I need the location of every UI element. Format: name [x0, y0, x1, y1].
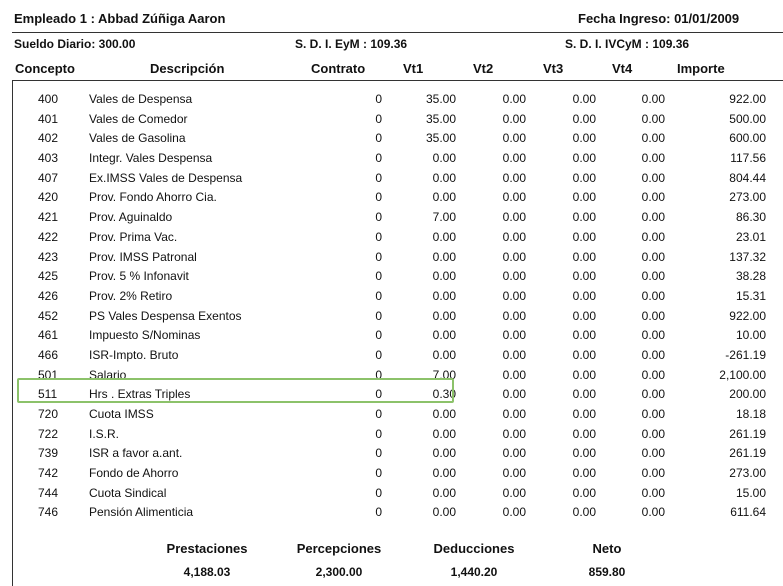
- concept-description: Prov. Fondo Ahorro Cia.: [89, 190, 217, 205]
- concept-vt2: 0.00: [502, 131, 526, 146]
- concept-description: ISR a favor a.ant.: [89, 446, 183, 461]
- col-importe: Importe: [677, 61, 725, 76]
- concept-description: Integr. Vales Despensa: [89, 151, 213, 166]
- concept-vt1: 0.00: [432, 407, 456, 421]
- concept-description: Vales de Despensa: [89, 92, 193, 106]
- concept-description: Salario: [89, 367, 127, 382]
- total-neto-label: Neto: [592, 541, 622, 556]
- concept-vt1: 0.00: [432, 446, 456, 461]
- concept-table-body: [12, 91, 783, 524]
- table-row: [12, 308, 783, 328]
- col-vt4: Vt4: [612, 61, 633, 76]
- concept-code: 501: [38, 367, 59, 382]
- concept-contrato: 0: [375, 269, 382, 284]
- concept-code: 739: [38, 446, 59, 461]
- sdi-eym: S. D. I. EyM : 109.36: [295, 37, 408, 51]
- concept-contrato: 0: [375, 170, 382, 185]
- hire-date: Fecha Ingreso: 01/01/2009: [578, 11, 740, 26]
- highlighted-row-marker: [17, 378, 454, 403]
- concept-code: 426: [38, 288, 59, 303]
- concept-vt1: 0.00: [432, 249, 456, 264]
- concept-importe: 273.00: [729, 466, 766, 481]
- concept-vt3: 0.00: [572, 466, 596, 481]
- concept-importe: 15.31: [735, 288, 766, 303]
- concept-vt2: 0.00: [502, 387, 526, 402]
- col-vt1: Vt1: [403, 61, 424, 76]
- table-row: [12, 209, 783, 229]
- concept-vt3: 0.00: [572, 170, 596, 185]
- concept-vt4: 0.00: [641, 229, 665, 244]
- concept-vt1: 0.00: [432, 190, 456, 205]
- concept-description: Prov. IMSS Patronal: [89, 249, 197, 264]
- concept-description: Pensión Alimenticia: [89, 505, 194, 520]
- concept-importe: 10.00: [735, 328, 766, 343]
- concept-vt4: 0.00: [641, 92, 665, 106]
- concept-contrato: 0: [375, 347, 382, 362]
- concept-vt4: 0.00: [641, 288, 665, 303]
- concept-contrato: 0: [375, 407, 382, 421]
- concept-vt3: 0.00: [572, 426, 596, 441]
- concept-contrato: 0: [375, 446, 382, 461]
- concept-contrato: 0: [375, 210, 382, 225]
- concept-code: 461: [38, 328, 59, 343]
- total-prestaciones-label: Prestaciones: [166, 541, 248, 556]
- concept-code: 746: [38, 505, 59, 520]
- concept-code: 403: [38, 151, 59, 166]
- concept-importe: -261.19: [725, 347, 766, 362]
- concept-vt3: 0.00: [572, 190, 596, 205]
- concept-vt1: 35.00: [425, 111, 456, 126]
- concept-contrato: 0: [375, 92, 382, 106]
- concept-vt3: 0.00: [572, 367, 596, 382]
- concept-description: Prov. 5 % Infonavit: [89, 269, 189, 284]
- total-percepciones-value: 2,300.00: [315, 565, 363, 579]
- table-row: [12, 485, 783, 505]
- sdi-ivcym: S. D. I. IVCyM : 109.36: [565, 37, 690, 51]
- concept-vt4: 0.00: [641, 131, 665, 146]
- concept-importe: 23.01: [735, 229, 766, 244]
- total-neto-value: 859.80: [588, 565, 626, 579]
- concept-code: 466: [38, 347, 59, 362]
- concept-contrato: 0: [375, 505, 382, 520]
- concept-vt2: 0.00: [502, 446, 526, 461]
- concept-code: 722: [38, 426, 59, 441]
- concept-vt4: 0.00: [641, 446, 665, 461]
- concept-importe: 38.28: [735, 269, 766, 284]
- concept-importe: 922.00: [729, 308, 766, 323]
- concept-vt3: 0.00: [572, 269, 596, 284]
- total-deducciones-label: Deducciones: [433, 541, 515, 556]
- concept-vt3: 0.00: [572, 505, 596, 520]
- concept-description: Prov. Prima Vac.: [89, 229, 178, 244]
- concept-importe: 200.00: [729, 387, 766, 402]
- concept-vt1: 7.00: [432, 210, 456, 225]
- concept-vt2: 0.00: [502, 505, 526, 520]
- concept-importe: 137.32: [729, 249, 766, 264]
- concept-vt1: 0.00: [432, 426, 456, 441]
- concept-code: 420: [38, 190, 59, 205]
- concept-vt3: 0.00: [572, 288, 596, 303]
- concept-vt3: 0.00: [572, 210, 596, 225]
- concept-vt4: 0.00: [641, 347, 665, 362]
- column-header-divider: [12, 80, 783, 81]
- concept-vt1: 0.00: [432, 347, 456, 362]
- table-row: [12, 327, 783, 347]
- concept-contrato: 0: [375, 111, 382, 126]
- concept-code: 425: [38, 269, 59, 284]
- concept-vt3: 0.00: [572, 92, 596, 106]
- concept-vt1: 0.00: [432, 288, 456, 303]
- concept-description: ISR-Impto. Bruto: [89, 347, 179, 362]
- concept-contrato: 0: [375, 485, 382, 500]
- concept-vt2: 0.00: [502, 249, 526, 264]
- table-row: [12, 150, 783, 170]
- concept-description: Cuota Sindical: [89, 485, 167, 500]
- concept-contrato: 0: [375, 190, 382, 205]
- concept-vt4: 0.00: [641, 111, 665, 126]
- concept-description: Hrs . Extras Triples: [89, 387, 191, 402]
- concept-contrato: 0: [375, 288, 382, 303]
- concept-vt1: 0.00: [432, 328, 456, 343]
- concept-vt2: 0.00: [502, 111, 526, 126]
- concept-vt1: 0.30: [432, 387, 456, 402]
- concept-vt1: 0.00: [432, 269, 456, 284]
- concept-importe: 922.00: [729, 92, 766, 106]
- concept-vt4: 0.00: [641, 367, 665, 382]
- concept-vt2: 0.00: [502, 466, 526, 481]
- col-descripcion: Descripción: [150, 61, 225, 76]
- concept-code: 423: [38, 249, 59, 264]
- concept-vt2: 0.00: [502, 170, 526, 185]
- table-row: [12, 445, 783, 465]
- concept-importe: 117.56: [730, 151, 766, 166]
- concept-vt3: 0.00: [572, 308, 596, 323]
- employee-name: Empleado 1 : Abbad Zúñiga Aaron: [14, 11, 226, 26]
- header-divider: [12, 32, 783, 33]
- table-row: [12, 406, 783, 426]
- concept-vt1: 0.00: [432, 308, 456, 323]
- concept-vt4: 0.00: [641, 485, 665, 500]
- concept-vt3: 0.00: [572, 229, 596, 244]
- concept-vt4: 0.00: [641, 505, 665, 520]
- concept-importe: 804.44: [729, 170, 766, 185]
- concept-vt3: 0.00: [572, 249, 596, 264]
- concept-vt1: 0.00: [432, 466, 456, 481]
- concept-importe: 600.00: [729, 131, 766, 146]
- concept-code: 407: [38, 170, 59, 185]
- concept-vt1: 35.00: [425, 131, 456, 146]
- concept-vt2: 0.00: [502, 328, 526, 343]
- concept-vt2: 0.00: [502, 151, 526, 166]
- table-row: [12, 170, 783, 190]
- col-concepto: Concepto: [15, 61, 75, 76]
- concept-description: Cuota IMSS: [89, 407, 154, 421]
- table-row: [12, 347, 783, 367]
- concept-vt1: 0.00: [432, 485, 456, 500]
- table-row: [12, 249, 783, 269]
- concept-description: PS Vales Despensa Exentos: [89, 308, 242, 323]
- concept-vt2: 0.00: [502, 485, 526, 500]
- col-contrato: Contrato: [311, 61, 366, 76]
- concept-code: 402: [38, 131, 59, 146]
- concept-description: Prov. Aguinaldo: [89, 210, 173, 225]
- concept-vt4: 0.00: [641, 170, 665, 185]
- concept-code: 401: [38, 111, 59, 126]
- concept-code: 720: [38, 407, 59, 421]
- concept-vt4: 0.00: [641, 328, 665, 343]
- concept-vt2: 0.00: [502, 367, 526, 382]
- table-row: [12, 130, 783, 150]
- concept-vt3: 0.00: [572, 328, 596, 343]
- concept-description: Vales de Comedor: [89, 111, 188, 126]
- concept-vt4: 0.00: [641, 466, 665, 481]
- concept-vt4: 0.00: [641, 190, 665, 205]
- concept-vt4: 0.00: [641, 269, 665, 284]
- concept-vt1: 7.00: [432, 367, 456, 382]
- table-row: [12, 268, 783, 288]
- total-percepciones-label: Percepciones: [296, 541, 382, 556]
- concept-vt1: 0.00: [432, 151, 456, 166]
- concept-vt2: 0.00: [502, 92, 526, 106]
- total-deducciones-value: 1,440.20: [450, 565, 498, 579]
- table-row: [12, 288, 783, 308]
- concept-vt2: 0.00: [502, 269, 526, 284]
- concept-importe: 261.19: [729, 446, 766, 461]
- concept-vt2: 0.00: [502, 229, 526, 244]
- concept-vt4: 0.00: [641, 407, 665, 421]
- concept-description: Impuesto S/Nominas: [89, 328, 201, 343]
- concept-contrato: 0: [375, 426, 382, 441]
- daily-salary: Sueldo Diario: 300.00: [14, 37, 136, 51]
- concept-contrato: 0: [375, 249, 382, 264]
- concept-vt4: 0.00: [641, 308, 665, 323]
- total-prestaciones-value: 4,188.03: [183, 565, 231, 579]
- concept-description: Vales de Gasolina: [89, 131, 186, 146]
- table-row: [12, 504, 783, 524]
- concept-importe: 261.19: [729, 426, 766, 441]
- concept-vt3: 0.00: [572, 111, 596, 126]
- table-row: [12, 229, 783, 249]
- concept-vt2: 0.00: [502, 347, 526, 362]
- concept-vt2: 0.00: [502, 426, 526, 441]
- table-row: [12, 426, 783, 446]
- concept-description: Fondo de Ahorro: [89, 466, 179, 481]
- concept-code: 421: [38, 210, 59, 225]
- concept-vt4: 0.00: [641, 426, 665, 441]
- concept-contrato: 0: [375, 131, 382, 146]
- concept-importe: 86.30: [735, 210, 766, 225]
- concept-vt1: 35.00: [425, 92, 456, 106]
- concept-importe: 15.00: [735, 485, 766, 500]
- concept-vt4: 0.00: [641, 387, 665, 402]
- col-vt2: Vt2: [473, 61, 494, 76]
- concept-code: 400: [38, 92, 59, 106]
- concept-contrato: 0: [375, 151, 382, 166]
- concept-vt2: 0.00: [502, 308, 526, 323]
- concept-contrato: 0: [375, 367, 382, 382]
- concept-vt3: 0.00: [572, 131, 596, 146]
- col-vt3: Vt3: [543, 61, 564, 76]
- concept-description: Prov. 2% Retiro: [89, 288, 173, 303]
- table-row: [12, 465, 783, 485]
- concept-importe: 611.64: [730, 505, 766, 520]
- concept-importe: 273.00: [729, 190, 766, 205]
- concept-vt2: 0.00: [502, 210, 526, 225]
- concept-code: 452: [38, 308, 59, 323]
- concept-code: 511: [38, 387, 58, 402]
- concept-importe: 18.18: [735, 407, 766, 421]
- concept-vt4: 0.00: [641, 151, 665, 166]
- concept-contrato: 0: [375, 466, 382, 481]
- concept-vt1: 0.00: [432, 170, 456, 185]
- concept-contrato: 0: [375, 328, 382, 343]
- concept-vt3: 0.00: [572, 407, 596, 421]
- concept-code: 744: [38, 485, 59, 500]
- concept-vt3: 0.00: [572, 446, 596, 461]
- concept-contrato: 0: [375, 308, 382, 323]
- table-row: [12, 111, 783, 131]
- concept-vt4: 0.00: [641, 249, 665, 264]
- concept-vt3: 0.00: [572, 151, 596, 166]
- concept-vt1: 0.00: [432, 505, 456, 520]
- table-row: [12, 189, 783, 209]
- concept-vt1: 0.00: [432, 229, 456, 244]
- concept-contrato: 0: [375, 387, 382, 402]
- concept-importe: 2,100.00: [719, 367, 766, 382]
- concept-vt2: 0.00: [502, 407, 526, 421]
- concept-description: Ex.IMSS Vales de Despensa: [89, 170, 243, 185]
- concept-vt3: 0.00: [572, 387, 596, 402]
- concept-vt2: 0.00: [502, 288, 526, 303]
- concept-vt3: 0.00: [572, 347, 596, 362]
- concept-code: 742: [38, 466, 59, 481]
- concept-code: 422: [38, 229, 59, 244]
- concept-vt3: 0.00: [572, 485, 596, 500]
- concept-vt4: 0.00: [641, 210, 665, 225]
- concept-vt2: 0.00: [502, 190, 526, 205]
- concept-importe: 500.00: [729, 111, 766, 126]
- table-row: [12, 91, 783, 111]
- concept-description: I.S.R.: [89, 426, 120, 441]
- concept-contrato: 0: [375, 229, 382, 244]
